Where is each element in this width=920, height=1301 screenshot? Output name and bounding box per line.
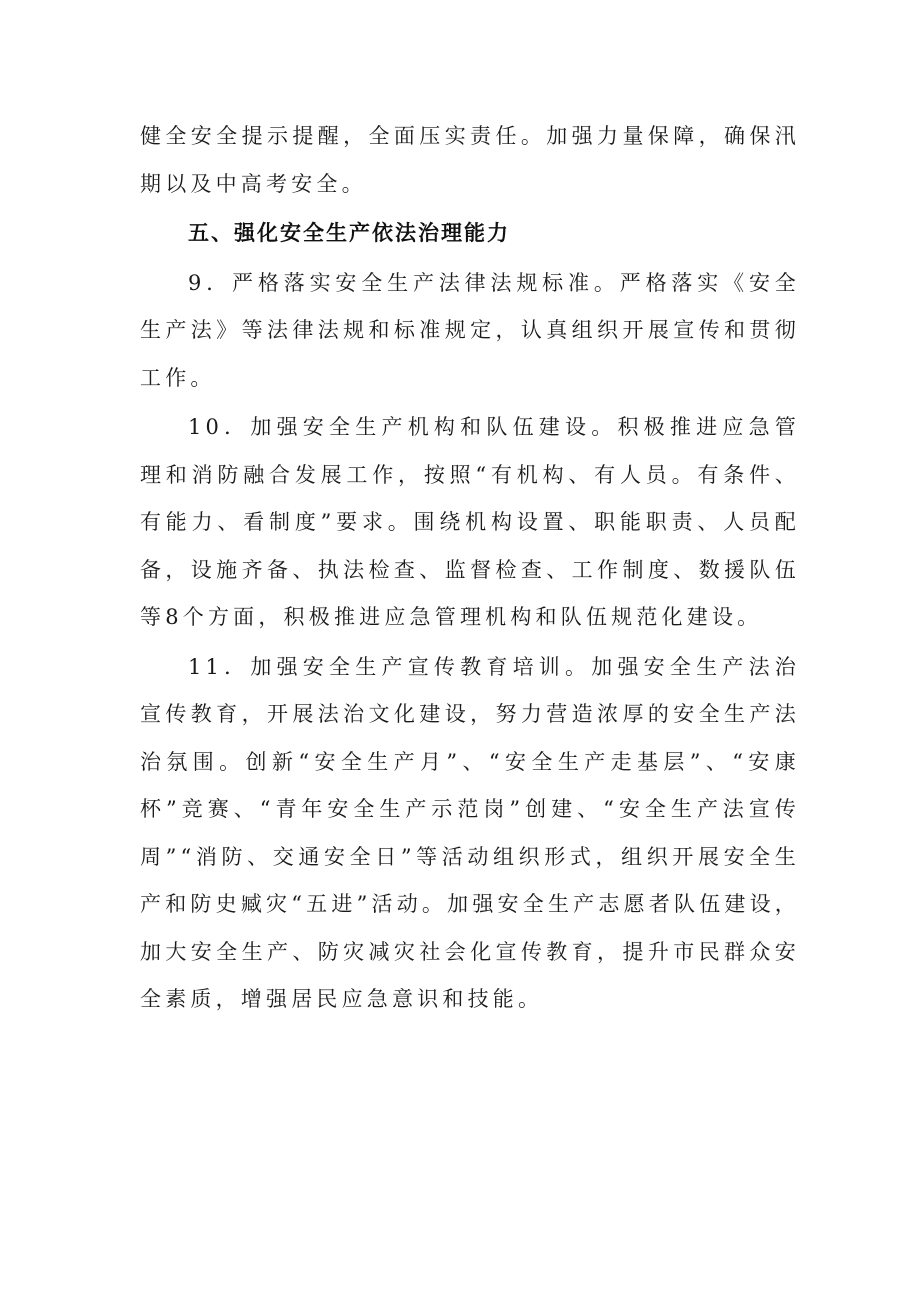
paragraph-item-10: 10．加强安全生产机构和队伍建设。积极推进应急管理和消防融合发展工作，按照“有机构、有人员。有条件、有能力、看制度”要求。围绕机构设置、职能职责、人员配备，设施齐备、执法检查、监督检查、工作制度、数援队伍等8个方面，积极推进应急管理机构和队伍规范化建设。 [140, 415, 800, 629]
document-body [140, 113, 800, 1026]
section-heading: 五、强化安全生产依法治理能力 [188, 221, 510, 245]
paragraph-item-11: 11．加强安全生产宣传教育培训。加强安全生产法治宣传教育，开展法治文化建设，努力营造浓厚的安全生产法治氛围。创新“安全生产月”、“安全生产走基层”、“安康杯”竞赛、“青年安全生产示范岗”创建、“安全生产法宣传周”“消防、交通安全日”等活动组织形式，组织开展安全生产和防史臧灾“五进”活动。加强安全生产志愿者队伍建设，加大安全生产、防灾减灾社会化宣传教育，提升市民群众安全素质，增强居民应急意识和技能。 [140, 654, 800, 1011]
paragraph-continuation: 健全安全提示提醒，全面压实责任。加强力量保障，确保汛期以及中高考安全。 [140, 124, 800, 196]
paragraph-item-9: 9．严格落实安全生产法律法规标准。严格落实《安全生产法》等法律法规和标准规定，认真组织开展宣传和贯彻工作。 [140, 270, 800, 390]
